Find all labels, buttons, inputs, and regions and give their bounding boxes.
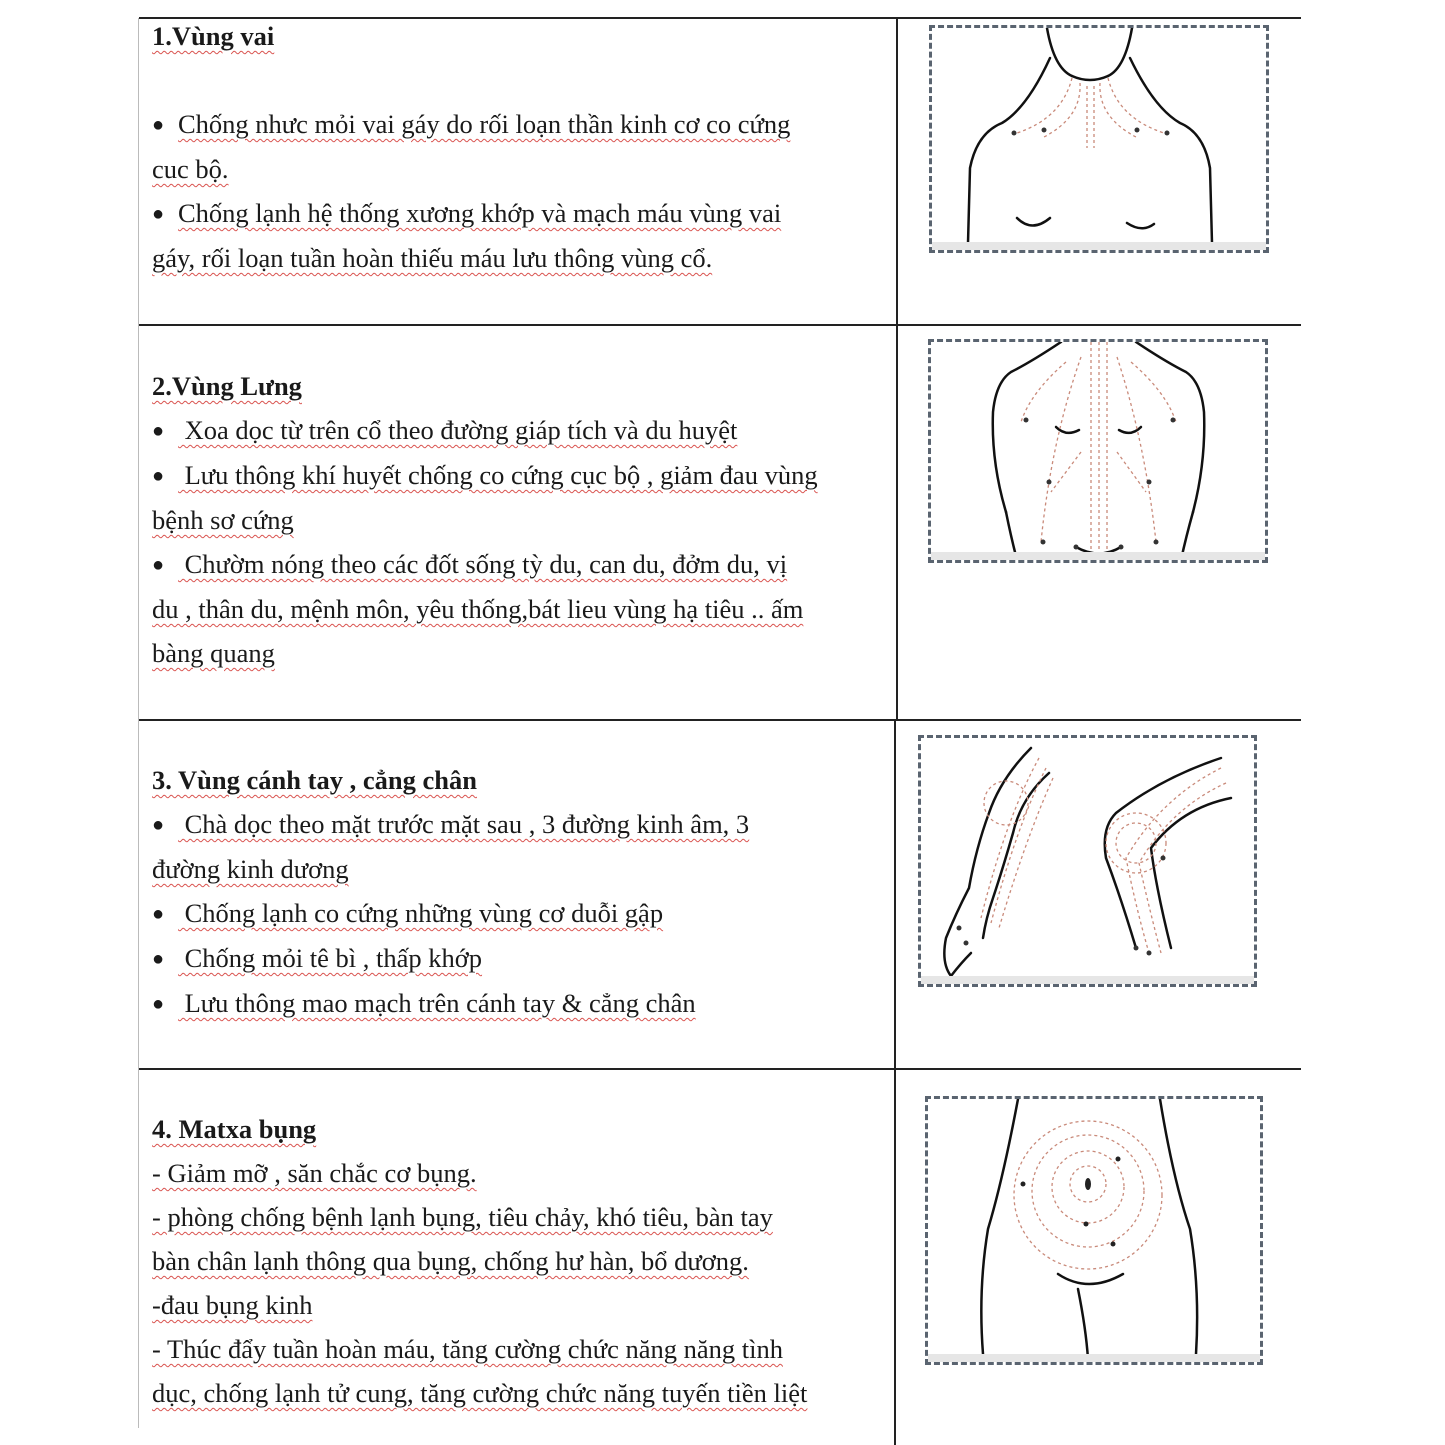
row-divider xyxy=(139,719,1301,721)
row-3-text xyxy=(152,758,892,1026)
column-divider xyxy=(896,17,898,719)
row-1-text xyxy=(152,14,892,280)
list-item: - Thúc đẩy tuần hoàn máu, tăng cường chức năng năng tình xyxy=(152,1334,783,1364)
row-title: 3. Vùng cánh tay , cẳng chân xyxy=(152,765,477,795)
row-title: 2.Vùng Lưng xyxy=(152,371,302,401)
list-item: gáy, rối loạn tuần hoàn thiếu máu lưu thông vùng cổ. xyxy=(152,243,713,273)
arm-leg-icon xyxy=(921,738,1254,984)
list-item: dục, chống lạnh tử cung, tăng cường chức năng tuyến tiền liệt xyxy=(152,1378,808,1408)
list-item: - Giảm mỡ , săn chắc cơ bụng. xyxy=(152,1158,477,1188)
abdomen-icon xyxy=(928,1099,1260,1362)
list-item: ● Chà dọc theo mặt trước mặt sau , 3 đường kinh âm, 3 xyxy=(152,802,892,847)
bullet-icon: ● xyxy=(152,554,165,576)
bullet-icon: ● xyxy=(152,903,165,925)
bullet-icon: ● xyxy=(152,948,165,970)
list-item: ● Xoa dọc từ trên cổ theo đường giáp tích và du huyệt xyxy=(152,408,892,453)
list-item: ● Lưu thông khí huyết chống co cứng cục bộ , giảm đau vùng xyxy=(152,453,892,498)
shoulder-neck-diagram xyxy=(929,25,1269,253)
bullet-icon: ● xyxy=(152,114,165,136)
bullet-icon: ● xyxy=(152,420,165,442)
list-item: ● Chống lạnh hệ thống xương khớp và mạch máu vùng vai xyxy=(152,191,892,236)
row-4-text xyxy=(152,1107,892,1415)
bullet-icon: ● xyxy=(152,465,165,487)
list-item: bàn chân lạnh thông qua bụng, chống hư hàn, bổ dương. xyxy=(152,1246,749,1276)
row-divider xyxy=(139,324,1301,326)
row-divider xyxy=(139,1068,1301,1070)
row-title: 1.Vùng vai xyxy=(152,21,275,51)
bullet-icon: ● xyxy=(152,814,165,836)
list-item: - phòng chống bệnh lạnh bụng, tiêu chảy, khó tiêu, bàn tay xyxy=(152,1202,773,1232)
back-icon xyxy=(931,342,1265,560)
list-item: du , thân du, mệnh môn, yêu thống,bát lieu vùng hạ tiêu .. ấm xyxy=(152,594,804,624)
list-item: ● Chườm nóng theo các đốt sống tỳ du, can du, đởm du, vị xyxy=(152,542,892,587)
column-divider xyxy=(894,719,896,1445)
list-item: ● Chống lạnh co cứng những vùng cơ duỗi gập xyxy=(152,891,892,936)
list-item: ● Chống nhưc mỏi vai gáy do rối loạn thần kinh cơ co cứng xyxy=(152,102,892,147)
list-item: ● Lưu thông mao mạch trên cánh tay & cẳng chân xyxy=(152,981,892,1026)
shoulder-neck-icon xyxy=(932,28,1266,250)
list-item: đường kinh dương xyxy=(152,854,349,884)
row-title: 4. Matxa bụng xyxy=(152,1114,317,1144)
list-item: -đau bụng kinh xyxy=(152,1290,313,1320)
bullet-icon: ● xyxy=(152,203,165,225)
list-item: cuc bộ. xyxy=(152,154,229,184)
list-item: bàng quang xyxy=(152,638,275,668)
row-2-text xyxy=(152,364,892,675)
back-diagram xyxy=(928,339,1268,563)
list-item: bệnh sơ cứng xyxy=(152,505,294,535)
bullet-icon: ● xyxy=(152,993,165,1015)
table-left-border xyxy=(138,18,139,1428)
arm-leg-diagram xyxy=(918,735,1257,987)
list-item: ● Chống mỏi tê bì , thấp khớp xyxy=(152,936,892,981)
abdomen-diagram xyxy=(925,1096,1263,1365)
